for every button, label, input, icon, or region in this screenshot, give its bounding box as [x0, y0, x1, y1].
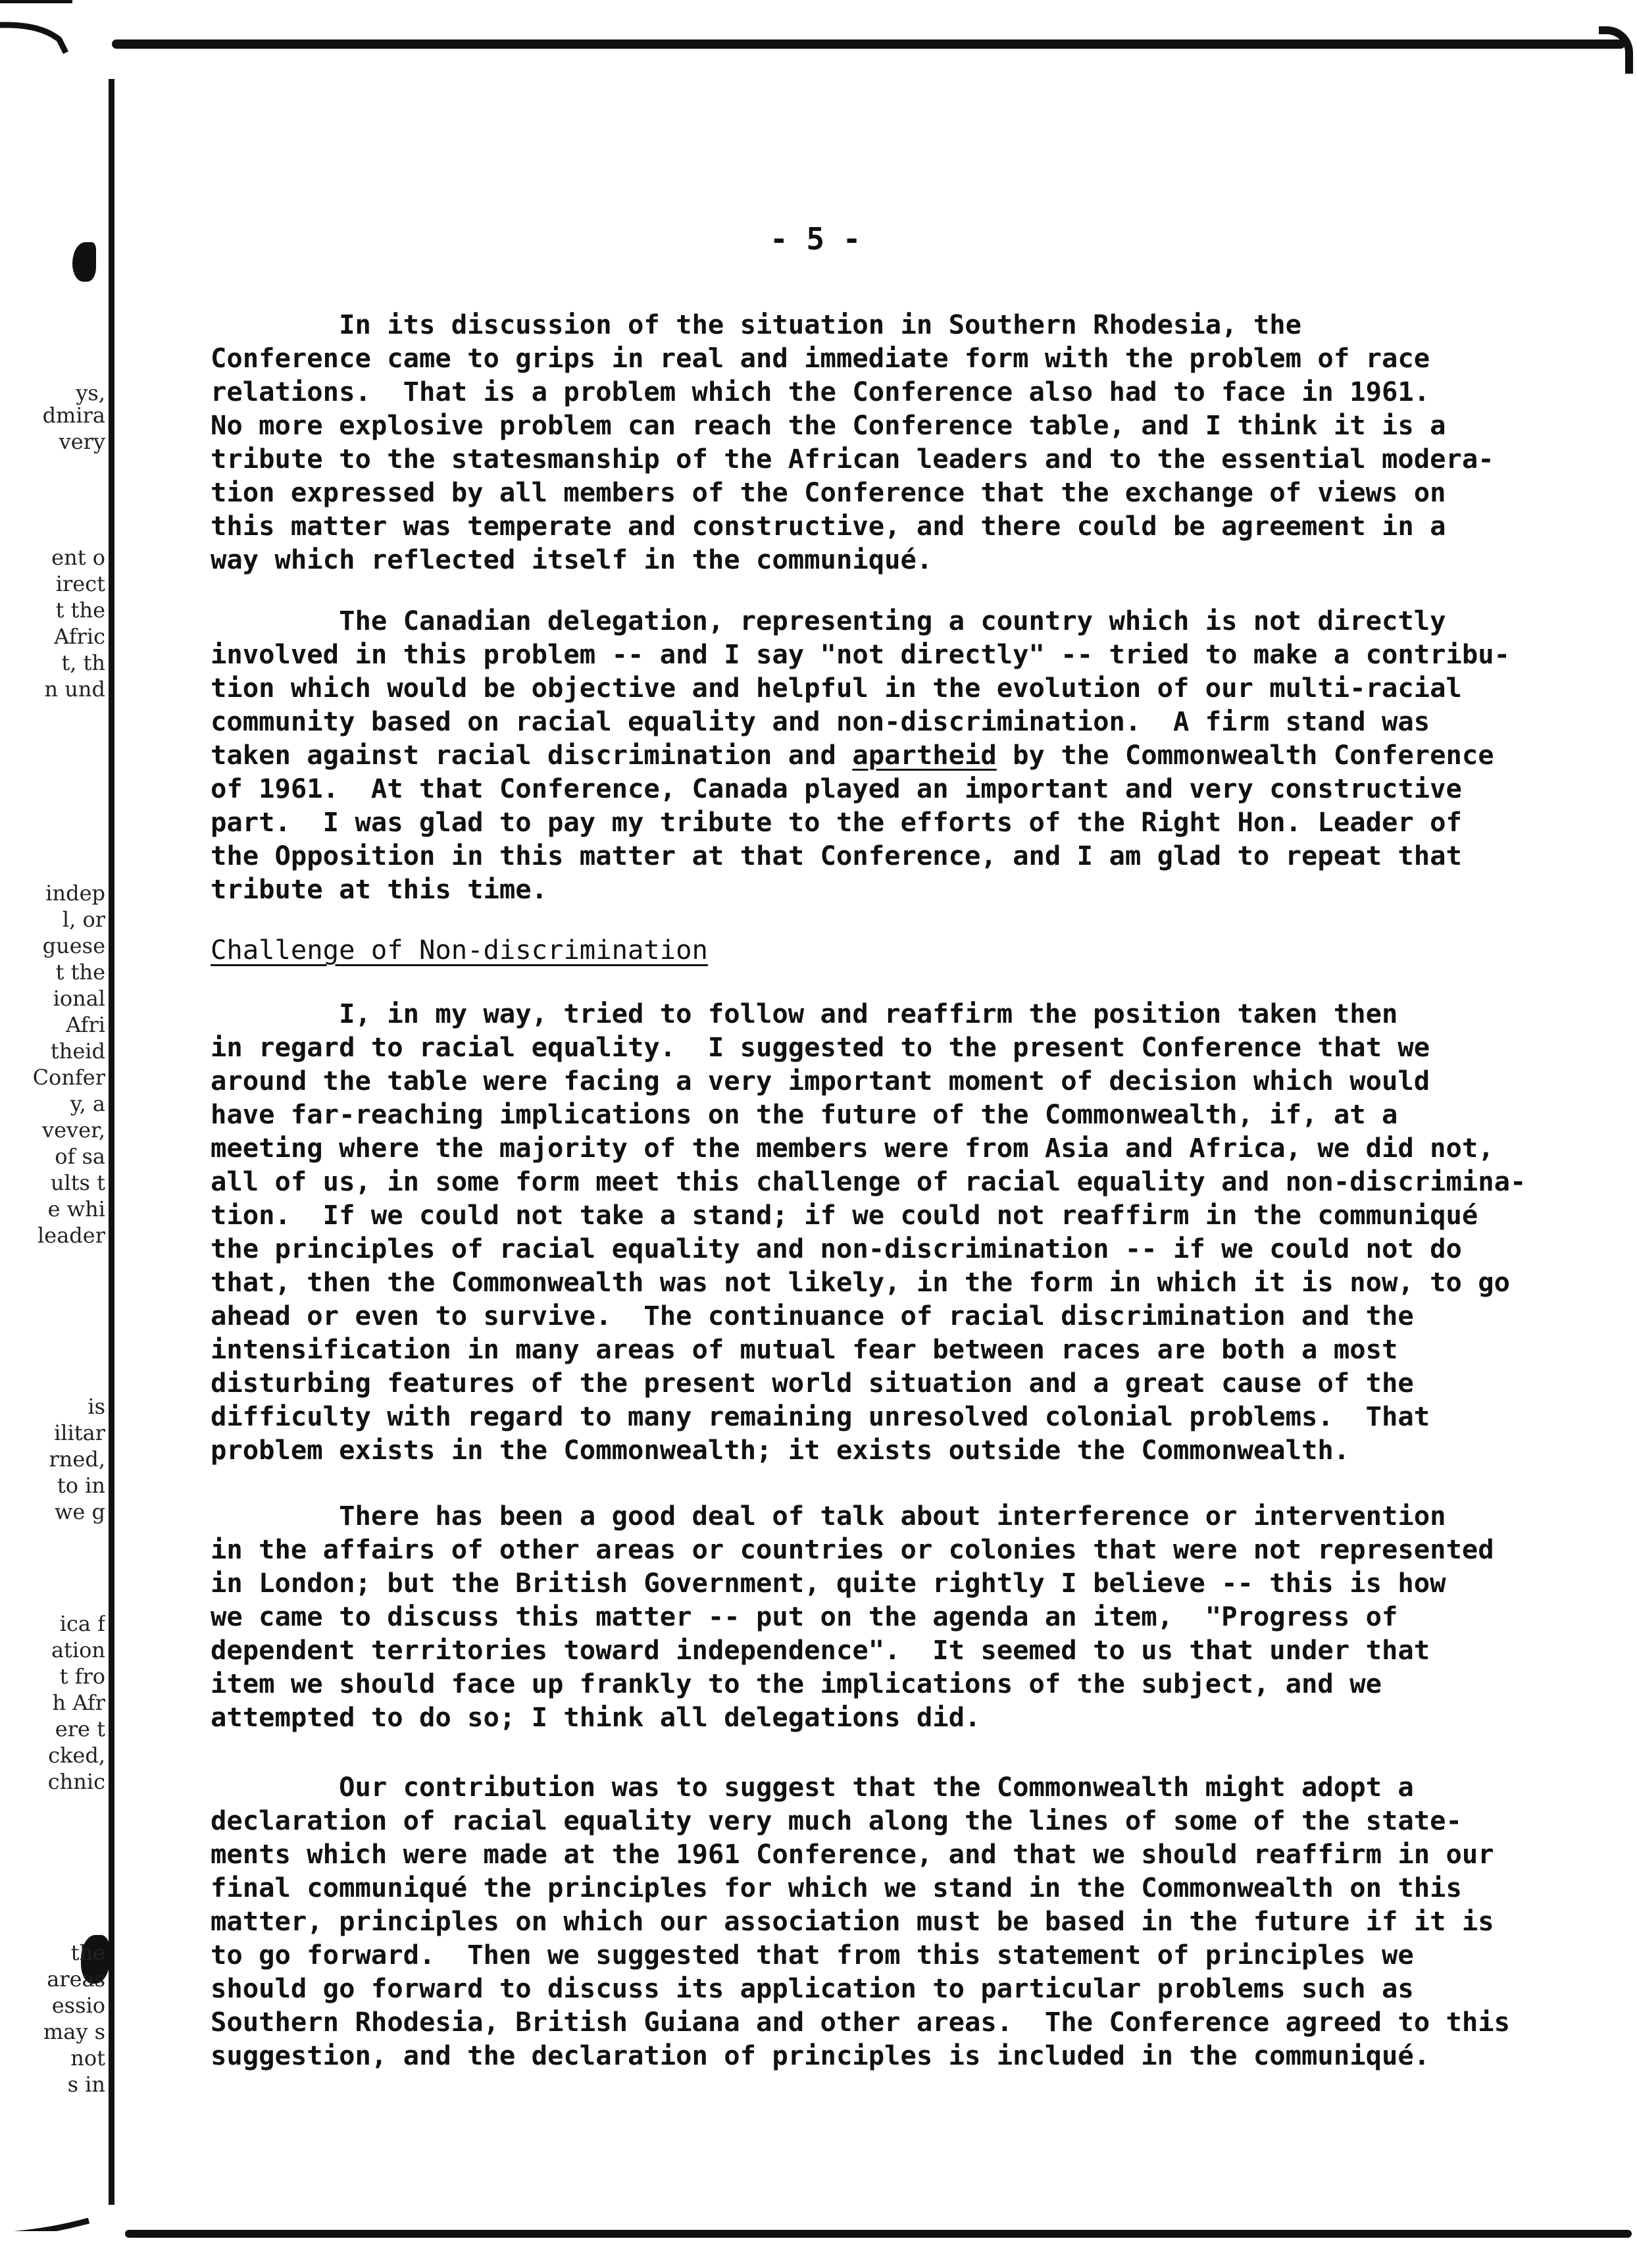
- text-line: difficulty with regard to many remaining unresolved colonial problems. That: [211, 1401, 1430, 1432]
- text-line: that, then the Commonwealth was not likely, in the form in which it is now, to go: [211, 1266, 1511, 1298]
- gutter-fragment: to in: [57, 1473, 105, 1498]
- gutter-fragment: dmira: [42, 403, 105, 428]
- gutter-fragment: the: [70, 1940, 105, 1965]
- gutter-fragment: y, a: [70, 1091, 105, 1116]
- gutter-fragment: vever,: [42, 1118, 105, 1143]
- gutter-fragment: ent o: [51, 545, 105, 570]
- text-line: in regard to racial equality. I suggested to the present Conference that we: [211, 1031, 1430, 1063]
- gutter-fragment: Afric: [54, 624, 105, 649]
- paragraph-canadian-delegation: [211, 604, 1579, 906]
- text-line: in the affairs of other areas or countries or colonies that were not represented: [211, 1533, 1494, 1565]
- gutter-fragment: e whi: [47, 1197, 105, 1222]
- text-line: we came to discuss this matter -- put on the agenda an item, "Progress of: [211, 1601, 1398, 1632]
- text-line: tion which would be objective and helpful in the evolution of our multi-racial: [211, 672, 1462, 704]
- text-line: to go forward. Then we suggested that from this statement of principles we: [211, 1939, 1414, 1971]
- top-border-rule: [112, 39, 1625, 49]
- gutter-fragment: ilitar: [54, 1420, 105, 1445]
- text-line: attempted to do so; I think all delegations did.: [211, 1701, 981, 1733]
- text-line: The Canadian delegation, representing a country which is not directly: [211, 605, 1446, 636]
- text-line: Conference came to grips in real and immediate form with the problem of race: [211, 342, 1430, 374]
- page-number: - 5 -: [770, 221, 861, 257]
- gutter-fragment: ere t: [55, 1716, 105, 1741]
- gutter-fragment: guese: [42, 933, 105, 958]
- text-line: ments which were made at the 1961 Conference, and that we should reaffirm in our: [211, 1838, 1494, 1870]
- text-line: final communiqué the principles for which we stand in the Commonwealth on this: [211, 1872, 1462, 1903]
- text-line: this matter was temperate and constructive, and there could be agreement in a: [211, 510, 1446, 542]
- text-line: involved in this problem -- and I say "not directly" -- tried to make a contribu-: [211, 638, 1511, 670]
- text-line: around the table were facing a very important moment of decision which would: [211, 1065, 1430, 1096]
- top-right-border-curl: [1599, 26, 1633, 74]
- text-line: Southern Rhodesia, British Guiana and other areas. The Conference agreed to this: [211, 2006, 1511, 2038]
- underlined-term: apartheid: [852, 739, 997, 771]
- text-line: should go forward to discuss its application to particular problems such as: [211, 1972, 1414, 2004]
- text-line: of 1961. At that Conference, Canada played an important and very constructive: [211, 773, 1462, 804]
- text-line: There has been a good deal of talk about interference or intervention: [211, 1500, 1446, 1532]
- gutter-fragment: of sa: [55, 1144, 105, 1169]
- text-line: community based on racial equality and non-discrimination. A firm stand was: [211, 706, 1430, 737]
- gutter-fragment: ults t: [50, 1170, 105, 1195]
- text-line: the principles of racial equality and non-discrimination -- if we could not do: [211, 1233, 1462, 1264]
- gutter-fragment: h Afr: [52, 1690, 105, 1715]
- text-line: relations. That is a problem which the Conference also had to face in 1961.: [211, 376, 1430, 407]
- gutter-fragment: very: [59, 429, 105, 454]
- gutter-fragment: ation: [51, 1637, 105, 1662]
- text-line: all of us, in some form meet this challenge of racial equality and non-discrimina-: [211, 1166, 1526, 1197]
- gutter-fragment: s in: [67, 2072, 105, 2097]
- left-binding-line: [109, 79, 114, 2205]
- paragraph-southern-rhodesia: [211, 308, 1579, 577]
- gutter-fragment: we g: [55, 1499, 105, 1524]
- text-line: ahead or even to survive. The continuance of racial discrimination and the: [211, 1300, 1414, 1331]
- text-line: problem exists in the Commonwealth; it exists outside the Commonwealth.: [211, 1434, 1350, 1466]
- text-line: suggestion, and the declaration of principles is included in the communiqué.: [211, 2040, 1430, 2071]
- gutter-fragment: ica f: [59, 1611, 105, 1636]
- gutter-fragment: cked,: [48, 1743, 105, 1768]
- gutter-fragment: l, or: [62, 907, 105, 932]
- text-line: way which reflected itself in the communiqué.: [211, 544, 933, 575]
- text-line: declaration of racial equality very much along the lines of some of the state-: [211, 1805, 1462, 1836]
- gutter-fragment: is: [88, 1394, 105, 1419]
- paragraph-racial-equality: [211, 997, 1579, 1467]
- text-line: [211, 739, 1494, 771]
- text-line: disturbing features of the present world situation and a great cause of the: [211, 1367, 1414, 1399]
- text-line: matter, principles on which our association must be based in the future if it is: [211, 1905, 1494, 1937]
- gutter-fragment: Afri: [66, 1012, 105, 1037]
- text-line: have far-reaching implications on the future of the Commonwealth, if, at a: [211, 1098, 1398, 1130]
- gutter-fragment: areas: [47, 1967, 105, 1992]
- text-line: meeting where the majority of the members were from Asia and Africa, we did not,: [211, 1132, 1494, 1164]
- text-line: the Opposition in this matter at that Conference, and I am glad to repeat that: [211, 840, 1462, 871]
- text-line: No more explosive problem can reach the Conference table, and I think it is a: [211, 409, 1446, 441]
- gutter-fragment: t fro: [59, 1664, 105, 1689]
- gutter-fragment: ional: [53, 986, 105, 1011]
- gutter-fragment: chnic: [47, 1769, 105, 1794]
- gutter-fragment: may s: [43, 2019, 105, 2044]
- text-line: intensification in many areas of mutual fear between races are both a most: [211, 1333, 1398, 1365]
- text-line: tion expressed by all members of the Conference that the exchange of views on: [211, 477, 1446, 508]
- gutter-fragment: not: [70, 2046, 105, 2071]
- gutter-fragment: rned,: [49, 1447, 105, 1472]
- text-line: part. I was glad to pay my tribute to the efforts of the Right Hon. Leader of: [211, 806, 1462, 838]
- gutter-fragment: t, th: [61, 650, 105, 675]
- paragraph-interference: [211, 1499, 1579, 1734]
- text-fragment: by the Commonwealth Conference: [996, 739, 1494, 771]
- gutter-fragment: leader: [38, 1223, 105, 1248]
- gutter-fragment: irect: [55, 571, 105, 596]
- text-line: tribute at this time.: [211, 873, 548, 905]
- gutter-fragment: Confer: [32, 1065, 105, 1090]
- text-line: I, in my way, tried to follow and reaffirm the position taken then: [211, 998, 1398, 1029]
- gutter-fragment: n und: [44, 677, 105, 702]
- text-line: item we should face up frankly to the implications of the subject, and we: [211, 1668, 1382, 1699]
- text-line: tion. If we could not take a stand; if we could not reaffirm in the communiqué: [211, 1199, 1478, 1231]
- bottom-border-rule: [125, 2230, 1632, 2238]
- text-line: In its discussion of the situation in Southern Rhodesia, the: [211, 309, 1302, 340]
- text-line: tribute to the statesmanship of the African leaders and to the essential modera-: [211, 443, 1494, 475]
- previous-page-gutter-text: [0, 0, 105, 2268]
- gutter-fragment: theid: [50, 1039, 105, 1064]
- text-line: in London; but the British Government, quite rightly I believe -- this is how: [211, 1567, 1446, 1599]
- text-fragment: taken against racial discrimination and: [211, 739, 853, 771]
- section-heading: Challenge of Non-discrimination: [211, 934, 708, 966]
- paragraph-declaration: [211, 1770, 1579, 2073]
- gutter-fragment: indep: [45, 881, 105, 906]
- gutter-fragment: ys,: [76, 380, 105, 405]
- gutter-fragment: t the: [55, 960, 105, 985]
- text-line: Our contribution was to suggest that the Commonwealth might adopt a: [211, 1771, 1414, 1803]
- gutter-fragment: t the: [55, 598, 105, 623]
- gutter-fragment: essio: [51, 1993, 105, 2018]
- text-line: dependent territories toward independence". It seemed to us that under that: [211, 1634, 1430, 1666]
